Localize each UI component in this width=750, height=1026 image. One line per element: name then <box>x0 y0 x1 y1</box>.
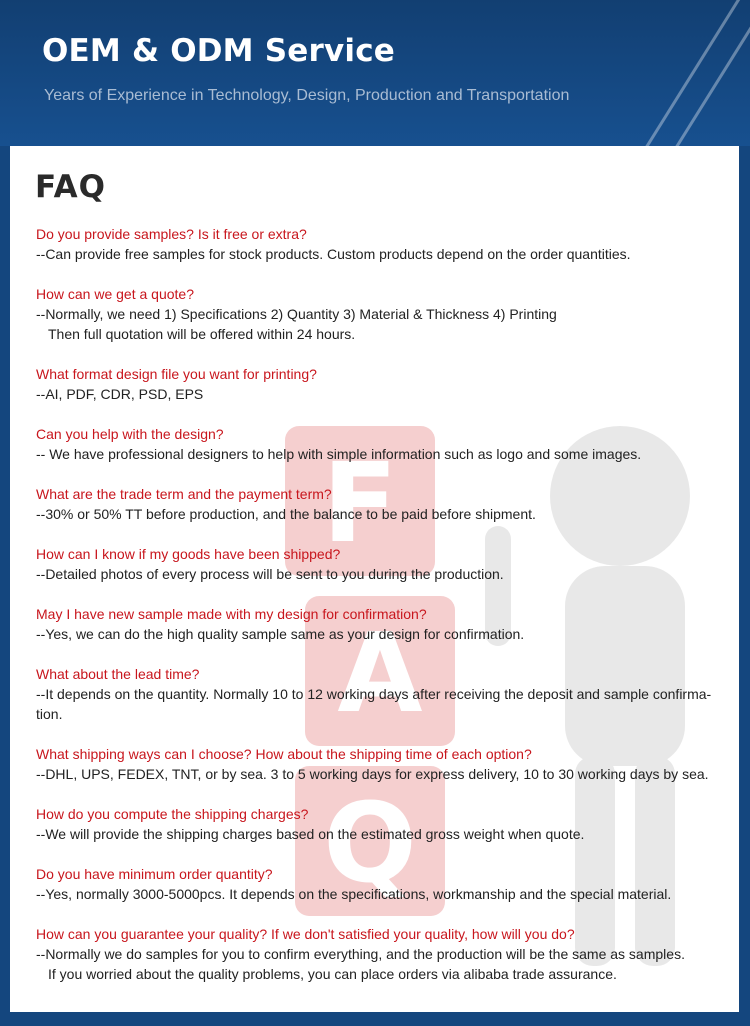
faq-card <box>10 146 739 1012</box>
faq-item <box>36 664 726 724</box>
faq-question: What are the trade term and the payment term? <box>36 486 332 502</box>
faq-answer <box>36 244 726 264</box>
faq-item <box>36 224 726 264</box>
faq-answer-line: Then full quotation will be offered within 24 hours. <box>48 326 356 342</box>
faq-answer-line: --Normally, we need 1) Specifications 2) Quantity 3) Material & Thickness 4) Printing <box>36 306 557 322</box>
faq-answer-line: --Yes, we can do the high quality sample same as your design for confirmation. <box>36 626 525 642</box>
faq-answer-line: --We will provide the shipping charges based on the estimated gross weight when quote. <box>36 826 585 842</box>
header-banner <box>0 0 750 146</box>
faq-answer <box>36 944 726 984</box>
faq-question: Can you help with the design? <box>36 426 224 442</box>
faq-item <box>36 604 726 644</box>
faq-answer <box>36 884 726 904</box>
faq-answer-line: --30% or 50% TT before production, and the balance to be paid before shipment. <box>36 506 536 522</box>
faq-question: What about the lead time? <box>36 666 200 682</box>
faq-answer-line: --AI, PDF, CDR, PSD, EPS <box>36 386 204 402</box>
faq-item <box>36 284 726 344</box>
faq-item <box>36 544 726 584</box>
faq-answer <box>36 304 726 344</box>
faq-answer-line: tion. <box>36 706 63 722</box>
page-title: OEM & ODM Service <box>42 33 395 69</box>
faq-question: What shipping ways can I choose? How about the shipping time of each option? <box>36 746 532 762</box>
faq-answer-line: --Yes, normally 3000-5000pcs. It depends on the specifications, workmanship and the special material. <box>36 886 672 902</box>
faq-answer-line: --Normally we do samples for you to confirm everything, and the production will be the same as samples. <box>36 946 685 962</box>
faq-answer-line: If you worried about the quality problems, you can place orders via alibaba trade assurance. <box>48 966 617 982</box>
decorative-stripe <box>670 0 750 146</box>
faq-question: What format design file you want for printing? <box>36 366 317 382</box>
faq-question: Do you have minimum order quantity? <box>36 866 273 882</box>
faq-answer <box>36 504 726 524</box>
faq-answer <box>36 824 726 844</box>
faq-answer <box>36 764 726 784</box>
cube-letter-a: A <box>337 609 423 737</box>
cube-letter-q: Q <box>323 779 417 907</box>
faq-item <box>36 424 726 464</box>
page-subtitle: Years of Experience in Technology, Design, Production and Transportation <box>44 87 570 104</box>
cube-letter-f: F <box>322 439 398 567</box>
faq-question: Do you provide samples? Is it free or extra? <box>36 226 307 242</box>
faq-list <box>36 224 726 1004</box>
faq-answer <box>36 384 726 404</box>
faq-answer <box>36 684 726 724</box>
faq-answer-line: --It depends on the quantity. Normally 10 to 12 working days after receiving the deposit and sample confirma- <box>36 686 712 702</box>
faq-answer-line: -- We have professional designers to help with simple information such as logo and some images. <box>36 446 642 462</box>
faq-item <box>36 924 726 984</box>
faq-question: May I have new sample made with my design for confirmation? <box>36 606 427 622</box>
faq-heading: FAQ <box>35 169 106 205</box>
faq-question: How can we get a quote? <box>36 286 194 302</box>
faq-answer-line: --DHL, UPS, FEDEX, TNT, or by sea. 3 to 5 working days for express delivery, 10 to 30 working days by sea. <box>36 766 709 782</box>
faq-item <box>36 864 726 904</box>
faq-item <box>36 744 726 784</box>
faq-item <box>36 804 726 844</box>
faq-answer <box>36 444 726 464</box>
faq-answer <box>36 564 726 584</box>
faq-answer-line: --Can provide free samples for stock products. Custom products depend on the order quantities. <box>36 246 631 262</box>
faq-question: How can you guarantee your quality? If we don't satisfied your quality, how will you do? <box>36 926 575 942</box>
faq-item <box>36 484 726 524</box>
faq-question: How do you compute the shipping charges? <box>36 806 309 822</box>
faq-question: How can I know if my goods have been shipped? <box>36 546 341 562</box>
faq-item <box>36 364 726 404</box>
faq-answer <box>36 624 726 644</box>
faq-answer-line: --Detailed photos of every process will be sent to you during the production. <box>36 566 504 582</box>
